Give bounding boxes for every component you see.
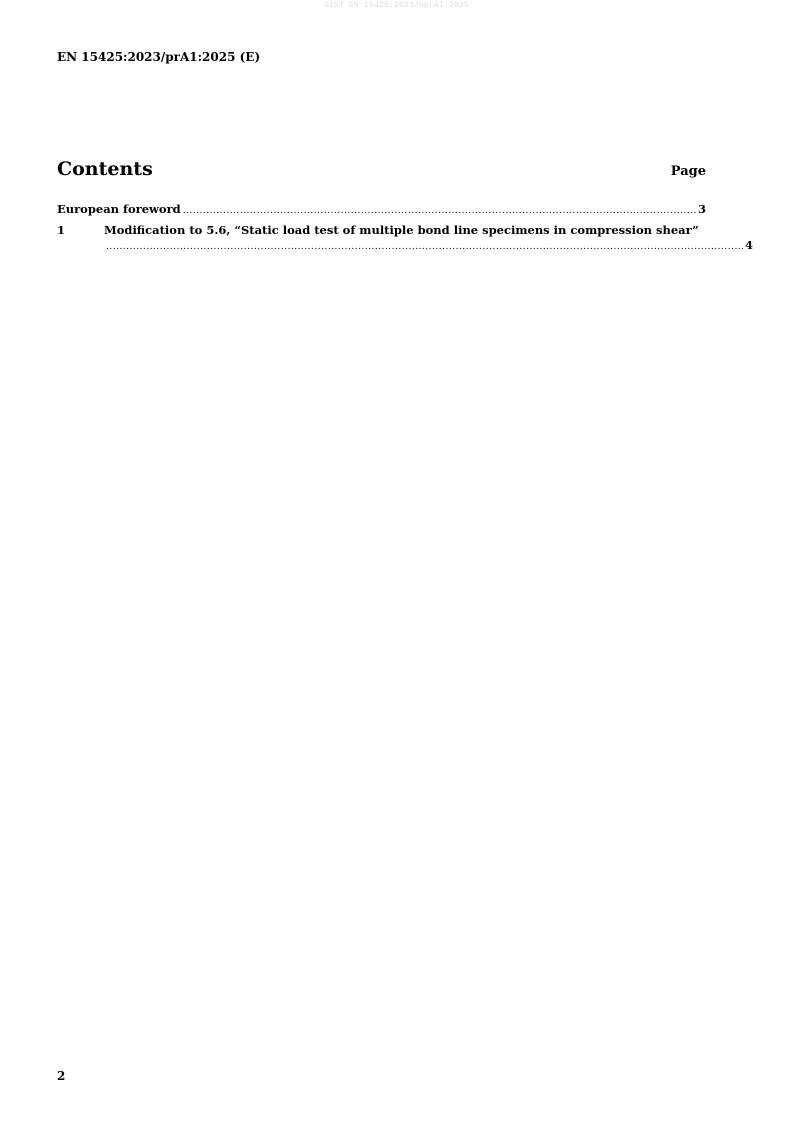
toc-entry-modification[interactable] <box>57 223 753 255</box>
table-of-contents <box>57 202 753 255</box>
toc-entry-number: 1 <box>57 223 66 237</box>
page-column-label: Page <box>670 164 706 179</box>
contents-title: Contents <box>57 158 153 180</box>
toc-entry-page: 3 <box>697 202 706 216</box>
toc-entry-title[interactable]: European foreword <box>57 202 181 216</box>
toc-entry-european-foreword[interactable] <box>57 202 706 219</box>
contents-heading <box>57 158 706 180</box>
document-identifier: EN 15425:2023/prA1:2025 (E) <box>57 50 261 64</box>
dot-leader <box>106 240 743 255</box>
page-number: 2 <box>57 1069 66 1083</box>
watermark: SIST EN 15425:2023/oprA1:2025 <box>323 1 470 10</box>
toc-entry-title[interactable]: Modification to 5.6, “Static load test of multiple bond line specimens in compression shear” <box>104 223 699 237</box>
toc-entry-page: 4 <box>744 238 753 252</box>
dot-leader <box>183 204 696 219</box>
